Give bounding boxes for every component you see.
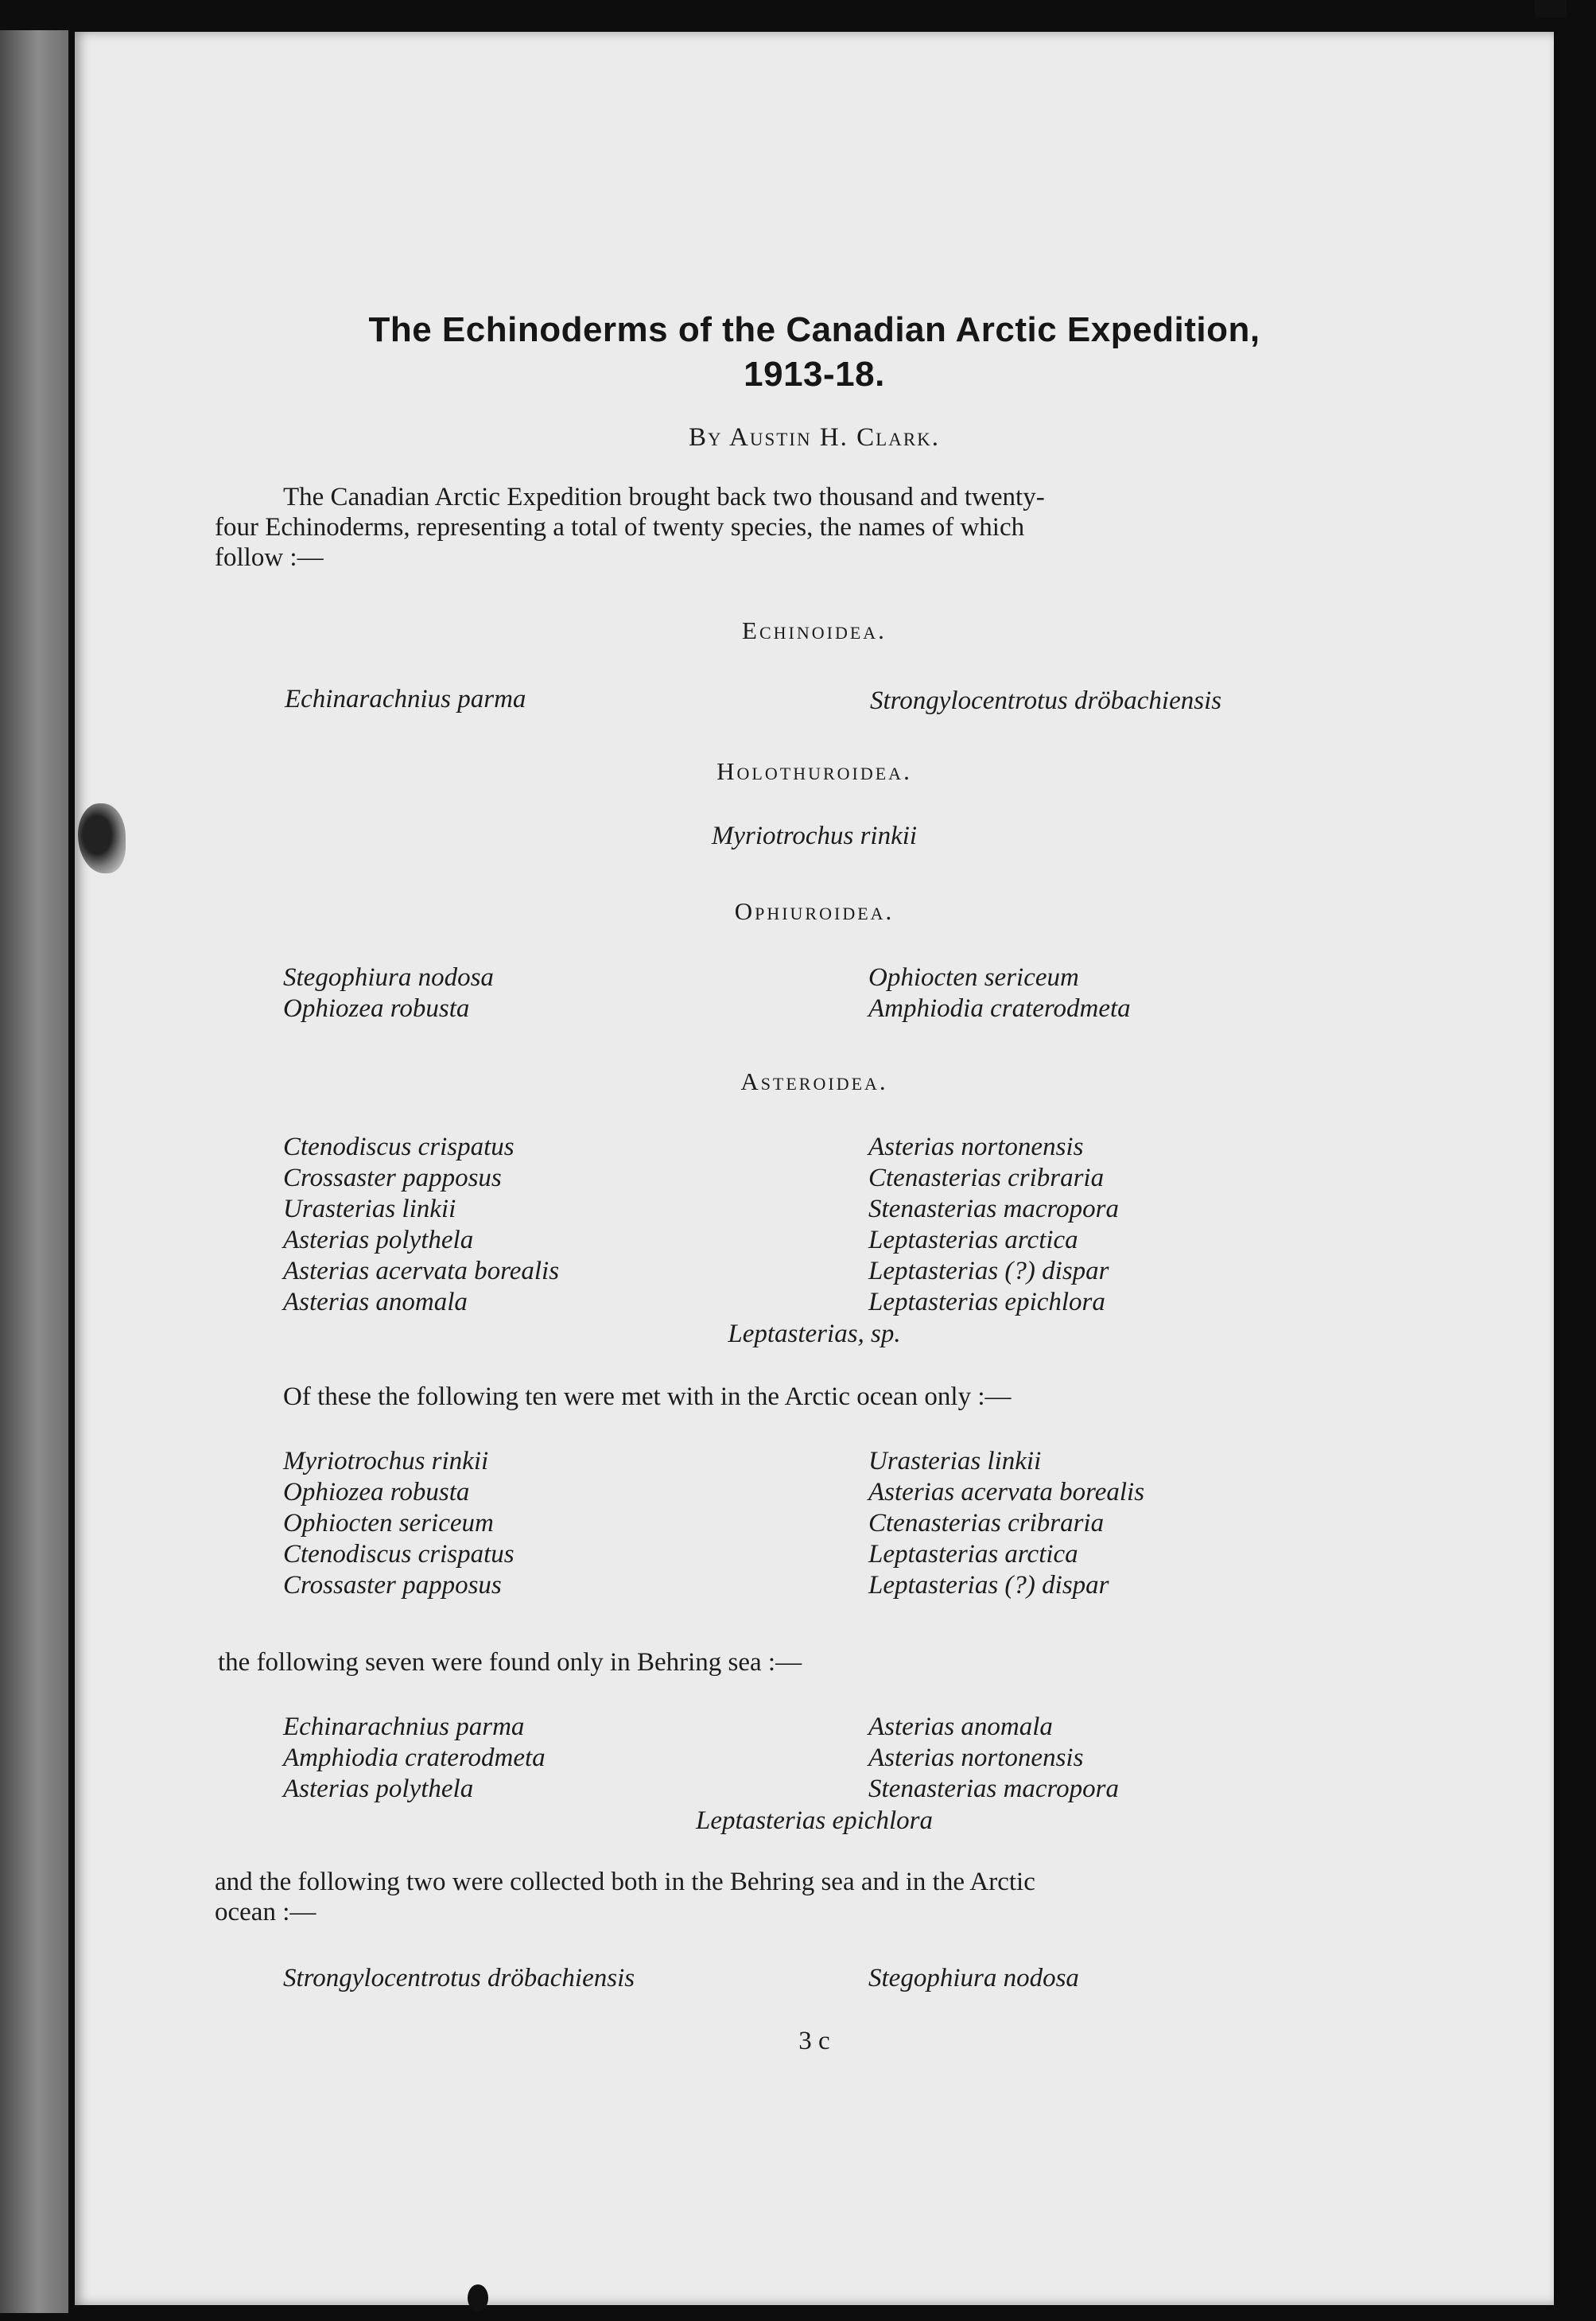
article-title-line-2: 1913-18. — [744, 355, 885, 394]
species-ophiuroidea-right-1: Ophiocten sericeum — [868, 963, 1079, 992]
behring-right-2: Asterias nortonensis — [868, 1744, 1084, 1772]
species-asteroidea-left-1: Ctenodiscus crispatus — [283, 1133, 515, 1161]
arctic-right-5: Leptasterias (?) dispar — [868, 1571, 1109, 1600]
species-ophiuroidea-left-2: Ophiozea robusta — [283, 994, 470, 1023]
behring-left-1: Echinarachnius parma — [283, 1713, 525, 1741]
both-intro-line-1: and the following two were collected both in the Behring sea and in the Arctic — [215, 1868, 1035, 1896]
heading-asteroidea: Asteroidea. — [740, 1067, 888, 1095]
arctic-left-2: Ophiozea robusta — [283, 1478, 470, 1507]
arctic-right-4: Leptasterias arctica — [868, 1540, 1078, 1569]
species-holothuroidea: Myriotrochus rinkii — [711, 822, 918, 850]
species-asteroidea-right-6: Leptasterias epichlora — [868, 1288, 1105, 1316]
behring-left-2: Amphiodia craterodmeta — [283, 1744, 546, 1772]
heading-ophiuroidea: Ophiuroidea. — [734, 897, 895, 925]
species-asteroidea-left-6: Asterias anomala — [283, 1288, 468, 1316]
article-title-line-1: The Echinoderms of the Canadian Arctic Expedition, — [368, 310, 1260, 349]
behring-right-3: Stenasterias macropora — [868, 1775, 1120, 1803]
intro-line-1: The Canadian Arctic Expedition brought back two thousand and twenty- — [283, 483, 1045, 511]
species-ophiuroidea-left-1: Stegophiura nodosa — [283, 963, 494, 992]
species-asteroidea-left-2: Crossaster papposus — [283, 1164, 502, 1192]
behring-only-intro: the following seven were found only in Behring sea :— — [218, 1648, 802, 1677]
species-ophiuroidea-right-2: Amphiodia craterodmeta — [868, 994, 1131, 1023]
arctic-left-3: Ophiocten sericeum — [283, 1509, 494, 1538]
species-echinoidea-left: Echinarachnius parma — [285, 685, 526, 713]
both-intro-line-2: ocean :— — [215, 1898, 316, 1926]
species-asteroidea-center: Leptasterias, sp. — [728, 1320, 901, 1348]
arctic-left-1: Myriotrochus rinkii — [283, 1447, 489, 1475]
arctic-right-3: Ctenasterias cribraria — [868, 1509, 1105, 1538]
species-asteroidea-left-5: Asterias acervata borealis — [283, 1257, 560, 1285]
species-asteroidea-right-3: Stenasterias macropora — [868, 1195, 1120, 1223]
species-echinoidea-right: Strongylocentrotus dröbachiensis — [870, 686, 1222, 715]
arctic-left-4: Ctenodiscus crispatus — [283, 1540, 515, 1569]
heading-echinoidea: Echinoidea. — [742, 616, 887, 644]
species-asteroidea-right-1: Asterias nortonensis — [868, 1133, 1084, 1161]
species-asteroidea-right-4: Leptasterias arctica — [868, 1226, 1078, 1254]
both-right: Stegophiura nodosa — [868, 1964, 1079, 1992]
previous-page-edge — [0, 30, 68, 2313]
species-asteroidea-right-2: Ctenasterias cribraria — [868, 1164, 1105, 1192]
document-page — [75, 32, 1554, 2305]
behring-right-1: Asterias anomala — [868, 1713, 1053, 1741]
species-asteroidea-right-5: Leptasterias (?) dispar — [868, 1257, 1109, 1285]
species-asteroidea-left-3: Urasterias linkii — [283, 1195, 456, 1223]
bottom-speck — [468, 2284, 488, 2311]
corner-shadow — [1535, 0, 1567, 17]
both-left: Strongylocentrotus dröbachiensis — [283, 1964, 635, 1992]
arctic-right-1: Urasterias linkii — [868, 1447, 1042, 1475]
behring-center: Leptasterias epichlora — [696, 1806, 933, 1835]
article-byline: By Austin H. Clark. — [688, 423, 941, 452]
behring-left-3: Asterias polythela — [283, 1775, 474, 1803]
signature-mark: 3 c — [798, 2027, 830, 2055]
intro-line-2: four Echinoderms, representing a total of twenty species, the names of which — [215, 513, 1025, 542]
arctic-right-2: Asterias acervata borealis — [868, 1478, 1145, 1507]
arctic-left-5: Crossaster papposus — [283, 1571, 502, 1600]
heading-holothuroidea: Holothuroidea. — [716, 757, 912, 785]
arctic-only-intro: Of these the following ten were met with in the Arctic ocean only :— — [283, 1382, 1012, 1411]
intro-line-3: follow :— — [215, 543, 324, 572]
species-asteroidea-left-4: Asterias polythela — [283, 1226, 474, 1254]
